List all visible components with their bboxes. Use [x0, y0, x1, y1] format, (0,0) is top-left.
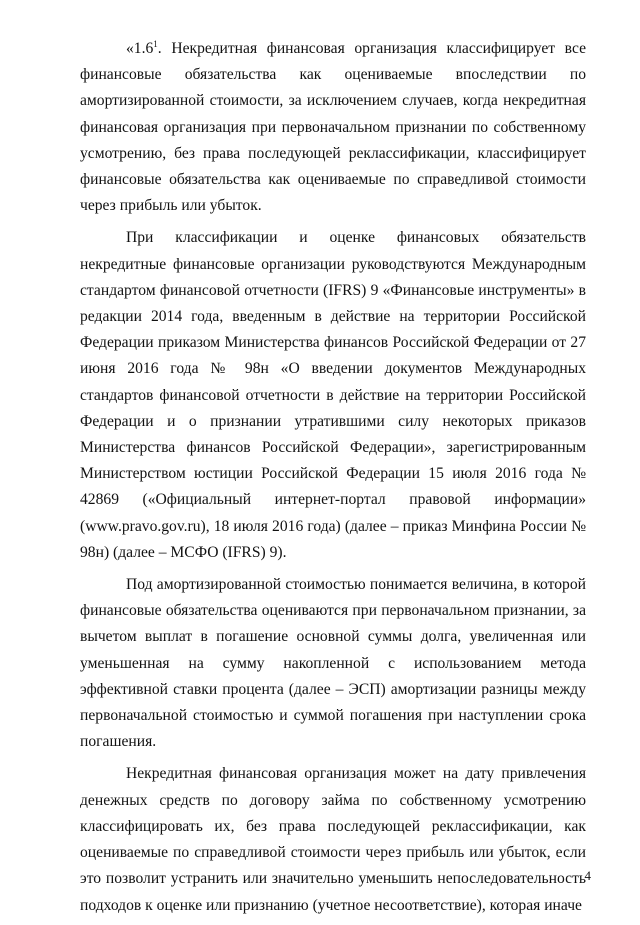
paragraph-4: Некредитная финансовая организация может на дату привлечения денежных средств по договору займа по собственному усмотрению классифицировать их, без права последующей реклассификации, как оцениваемые по справедливой стоимости через прибыль или убыток, если это позволит устранить или значительно уменьшить непоследовательность подходов к оценке или признанию (учетное несоответствие), которая иначе — [80, 765, 586, 914]
footnote-superscript: 1 — [153, 38, 158, 49]
paragraph-2: При классификации и оценке финансовых обязательств некредитные финансовые организации руководствуются Международным стандартом финансовой отчетности (IFRS) 9 «Финансовые инструменты» в редакции 2014 года, введенным в действие на территории Российской Федерации приказом Министерства финансов Российской Федерации от 27 июня 2016 года № 98н «О введении документов Международных стандартов финансовой отчетности в действие на территории Российской Федерации и о признании утратившими силу некоторых приказов Министерства финансов Российской Федерации», зарегистрированным Министерством юстиции Российской Федерации 15 июля 2016 года № 42869 («Официальный интернет-портал правовой информации» (www.pravo.gov.ru), 18 июля 2016 года) (далее – приказ Минфина России № 98н) (далее – МСФО (IFRS) 9). — [80, 229, 586, 561]
document-body — [80, 36, 586, 925]
page-number: 4 — [584, 868, 591, 883]
paragraph-1-text: . Некредитная финансовая организация классифицирует все финансовые обязательства как оцениваемые впоследствии по амортизированной стоимости, за исключением случаев, когда некредитная финансовая организация при первоначальном признании по собственному усмотрению, без права последующей реклассификации, классифицирует финансовые обязательства как оцениваемые по справедливой стоимости через прибыль или убыток. — [80, 40, 586, 215]
paragraph-1 — [80, 36, 586, 219]
paragraph-1-lead: «1.6 — [126, 40, 154, 57]
paragraph-3: Под амортизированной стоимостью понимается величина, в которой финансовые обязательства оцениваются при первоначальном признании, за вычетом выплат в погашение основной суммы долга, увеличенная или уменьшенная на сумму накопленной с использованием метода эффективной ставки процента (далее – ЭСП) амортизации разницы между первоначальной стоимостью и суммой погашения при наступлении срока погашения. — [80, 576, 586, 751]
